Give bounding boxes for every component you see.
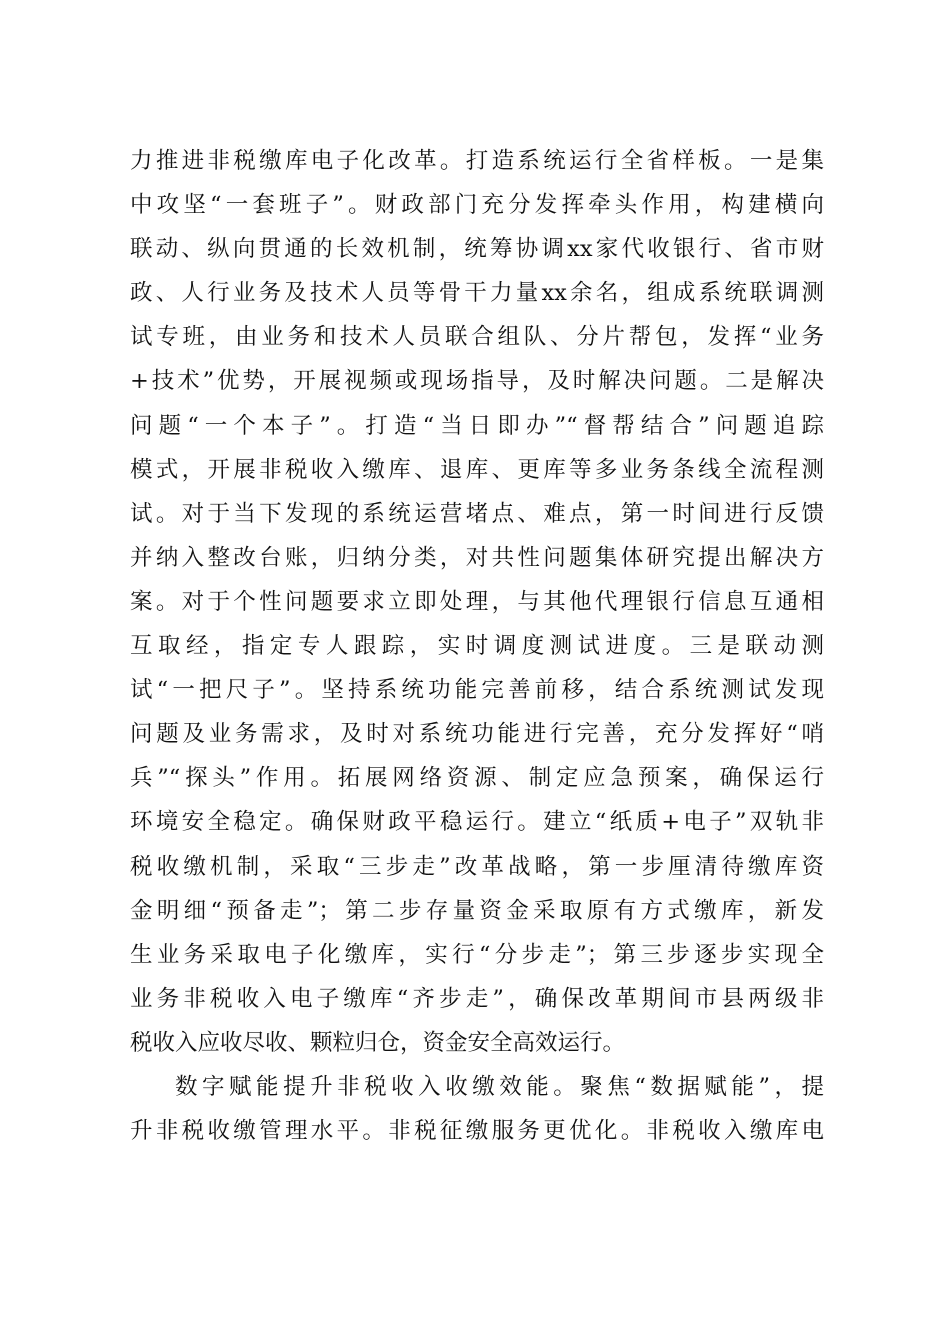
text-line: 金明细“预备走”；第二步存量资金采取原有方式缴库，新发 (130, 897, 824, 924)
text-line: 模式，开展非税收入缴库、退库、更库等多业务条线全流程测 (130, 456, 824, 483)
text-line: 问题“一个本子”。打造“当日即办”“督帮结合”问题追踪 (130, 412, 824, 439)
text-line: 中攻坚“一套班子”。财政部门充分发挥牵头作用，构建横向 (130, 192, 824, 219)
text-line: 问题及业务需求，及时对系统功能进行完善，充分发挥好“哨 (130, 721, 824, 748)
text-line: 生业务采取电子化缴库，实行“分步走”；第三步逐步实现全 (130, 941, 824, 968)
text-line: 案。对于个性问题要求立即处理，与其他代理银行信息互通相 (130, 588, 824, 615)
paragraph-end-line: 税收入应收尽收、颗粒归仓，资金安全高效运行。 (130, 1029, 626, 1056)
text-line: 互取经，指定专人跟踪，实时调度测试进度。三是联动测 (130, 633, 824, 660)
text-line: 业务非税收入电子缴库“齐步走”，确保改革期间市县两级非 (130, 985, 824, 1012)
text-line: 试“一把尺子”。坚持系统功能完善前移，结合系统测试发现 (130, 677, 824, 704)
text-line: 升非税收缴管理水平。非税征缴服务更优化。非税收入缴库电 (130, 1118, 824, 1145)
text-line: 兵”“探头”作用。拓展网络资源、制定应急预案，确保运行 (130, 765, 824, 792)
text-line: 政、人行业务及技术人员等骨干力量xx余名，组成系统联调测 (130, 280, 824, 307)
text-line: 税收缴机制，采取“三步走”改革战略，第一步厘清待缴库资 (130, 853, 824, 880)
text-line: 联动、纵向贯通的长效机制，统筹协调xx家代收银行、省市财 (130, 236, 824, 263)
text-line: 并纳入整改台账，归纳分类，对共性问题集体研究提出解决方 (130, 544, 824, 571)
text-line: 试。对于当下发现的系统运营堵点、难点，第一时间进行反馈 (130, 500, 824, 527)
text-line: 试专班，由业务和技术人员联合组队、分片帮包，发挥“业务 (130, 324, 824, 351)
text-line: 环境安全稳定。确保财政平稳运行。建立“纸质+电子”双轨非 (130, 809, 824, 836)
text-line: 力推进非税缴库电子化改革。打造系统运行全省样板。一是集 (130, 148, 824, 174)
text-line: +技术”优势，开展视频或现场指导，及时解决问题。二是解决 (130, 368, 824, 395)
paragraph-start-line: 数字赋能提升非税收入收缴效能。聚焦“数据赋能”，提 (175, 1073, 824, 1100)
body-text (130, 139, 824, 1153)
